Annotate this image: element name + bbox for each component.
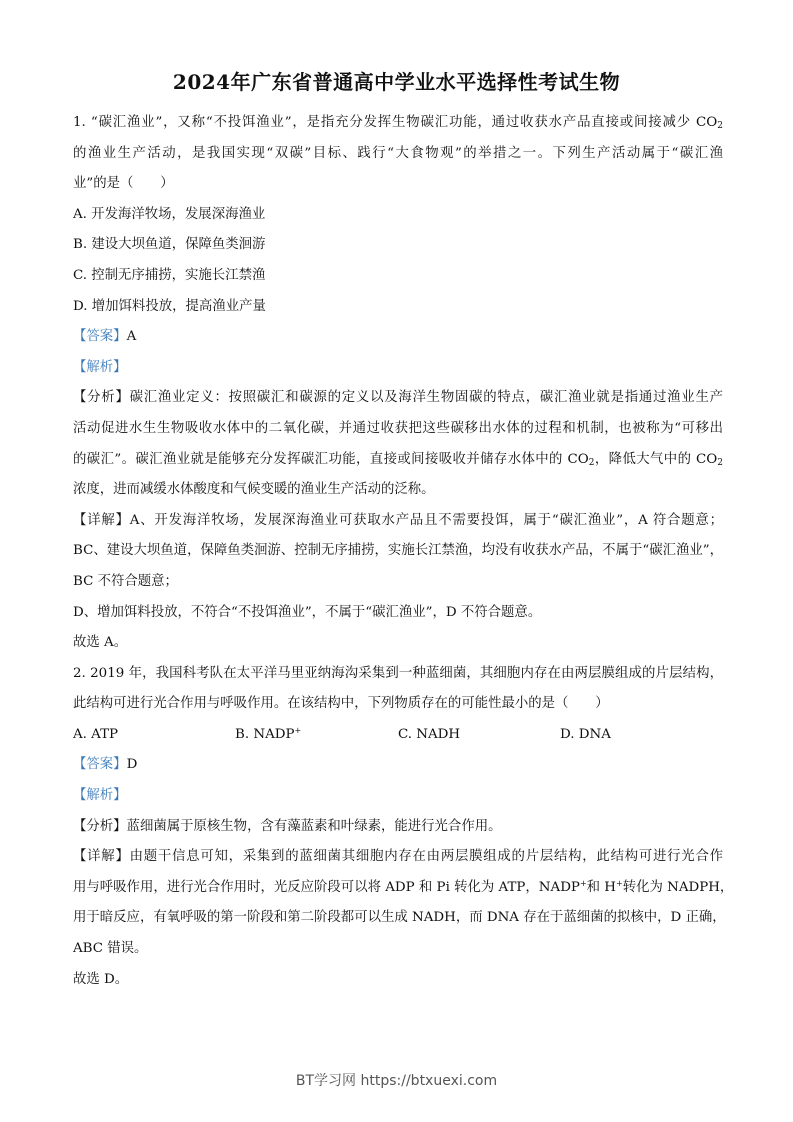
answer-value: A xyxy=(126,329,137,345)
q1-option-b: B. 建设大坝鱼道，保障鱼类洄游 xyxy=(73,237,266,253)
q1-detail-line-3: BC 不符合题意； xyxy=(73,573,178,589)
q2-conclusion: 故选 D。 xyxy=(73,971,129,987)
q1-analysis-line-4: 浓度，进而减缓水体酸度和气候变暖的渔业生产活动的泛称。 xyxy=(73,482,435,498)
document-body xyxy=(73,108,734,995)
q2-detail-line-1: 【详解】由题干信息可知，采集到的蓝细菌其细胞内存在由两层膜组成的片层结构，此结构可进行光合作 xyxy=(73,849,723,865)
q1-detail-line-2: BC、建设大坝鱼道，保障鱼类洄游、控制无序捕捞，实施长江禁渔，均没有收获水产品，不属于“碳汇渔业”， xyxy=(73,543,723,559)
q2-option-d: D. DNA xyxy=(560,726,611,742)
q1-answer xyxy=(73,322,723,353)
q1-option-c: C. 控制无序捕捞，实施长江禁渔 xyxy=(73,267,266,283)
q1-option-d: D. 增加饵料投放，提高渔业产量 xyxy=(73,298,266,314)
q2-stem-line-2: 此结构可进行光合作用与呼吸作用。在该结构中，下列物质存在的可能性最小的是（ ） xyxy=(73,696,609,712)
answer-value: D xyxy=(126,757,138,773)
q1-stem-line-3: 业”的是（ ） xyxy=(73,176,174,192)
q1-detail-line-4: D、增加饵料投放，不符合“不投饵渔业”，不属于“碳汇渔业”，D 不符合题意。 xyxy=(73,604,542,620)
q2-analysis-label: 【解析】 xyxy=(73,788,127,804)
answer-label: 【答案】 xyxy=(73,757,127,773)
q1-analysis-line-3: 的碳汇”。碳汇渔业就是能够充分发挥碳汇功能，直接或间接吸收并储存水体中的 $CO_2$，降低大气中的 $CO_2$ xyxy=(73,451,724,468)
page-title: 2024年广东省普通高中学业水平选择性考试生物 xyxy=(172,70,621,94)
q2-option-c: C. NADH xyxy=(398,726,461,742)
q2-options xyxy=(73,720,723,751)
q1-analysis-line-2: 活动促进水生生物吸收水体中的二氧化碳，并通过收获把这些碳移出水体的过程和机制，也被称为“可移出 xyxy=(73,420,723,436)
footer-watermark: BT学习网 https://btxuexi.com xyxy=(295,1073,498,1089)
q2-stem-line-1: 2. 2019 年，我国科考队在太平洋马里亚纳海沟采集到一种蓝细菌，其细胞内存在由两层膜组成的片层结构， xyxy=(73,665,723,681)
q1-stem-line-2: 的渔业生产活动，是我国实现“双碳”目标、践行“大食物观”的举措之一。下列生产活动属于“碳汇渔 xyxy=(73,145,723,161)
q2-detail-line-4: ABC 错误。 xyxy=(73,941,148,957)
q2-option-a: A. ATP xyxy=(73,726,119,742)
q1-analysis-label: 【解析】 xyxy=(73,359,127,375)
q1-conclusion: 故选 A。 xyxy=(73,635,128,651)
q1-stem-line-1: 1. “碳汇渔业”，又称“不投饵渔业”，是指充分发挥生物碳汇功能，通过收获水产品直接或间接减少 $CO_2$ xyxy=(73,115,723,131)
answer-label: 【答案】 xyxy=(73,329,127,345)
q1-detail-line-1: 【详解】A、开发海洋牧场，发展深海渔业可获取水产品且不需要投饵，属于“碳汇渔业”，A 符合题意； xyxy=(73,512,723,528)
q1-analysis-line-1: 【分析】碳汇渔业定义：按照碳汇和碳源的定义以及海洋生物固碳的特点，碳汇渔业就是指通过渔业生产 xyxy=(73,390,723,406)
q2-detail-line-2: 用与呼吸作用，进行光合作用时，光反应阶段可以将 ADP 和 Pi 转化为 ATP，NADP+和 H+转化为 NADPH， xyxy=(73,878,734,895)
q2-analysis-line: 【分析】蓝细菌属于原核生物，含有藻蓝素和叶绿素，能进行光合作用。 xyxy=(73,818,502,834)
q2-detail-line-3: 用于暗反应，有氧呼吸的第一阶段和第二阶段都可以生成 NADH，而 DNA 存在于蓝细菌的拟核中，D 正确， xyxy=(73,910,726,926)
q2-answer xyxy=(73,750,723,781)
q2-option-b: B. NADP+ xyxy=(235,725,302,742)
q1-option-a: A. 开发海洋牧场，发展深海渔业 xyxy=(73,206,266,222)
